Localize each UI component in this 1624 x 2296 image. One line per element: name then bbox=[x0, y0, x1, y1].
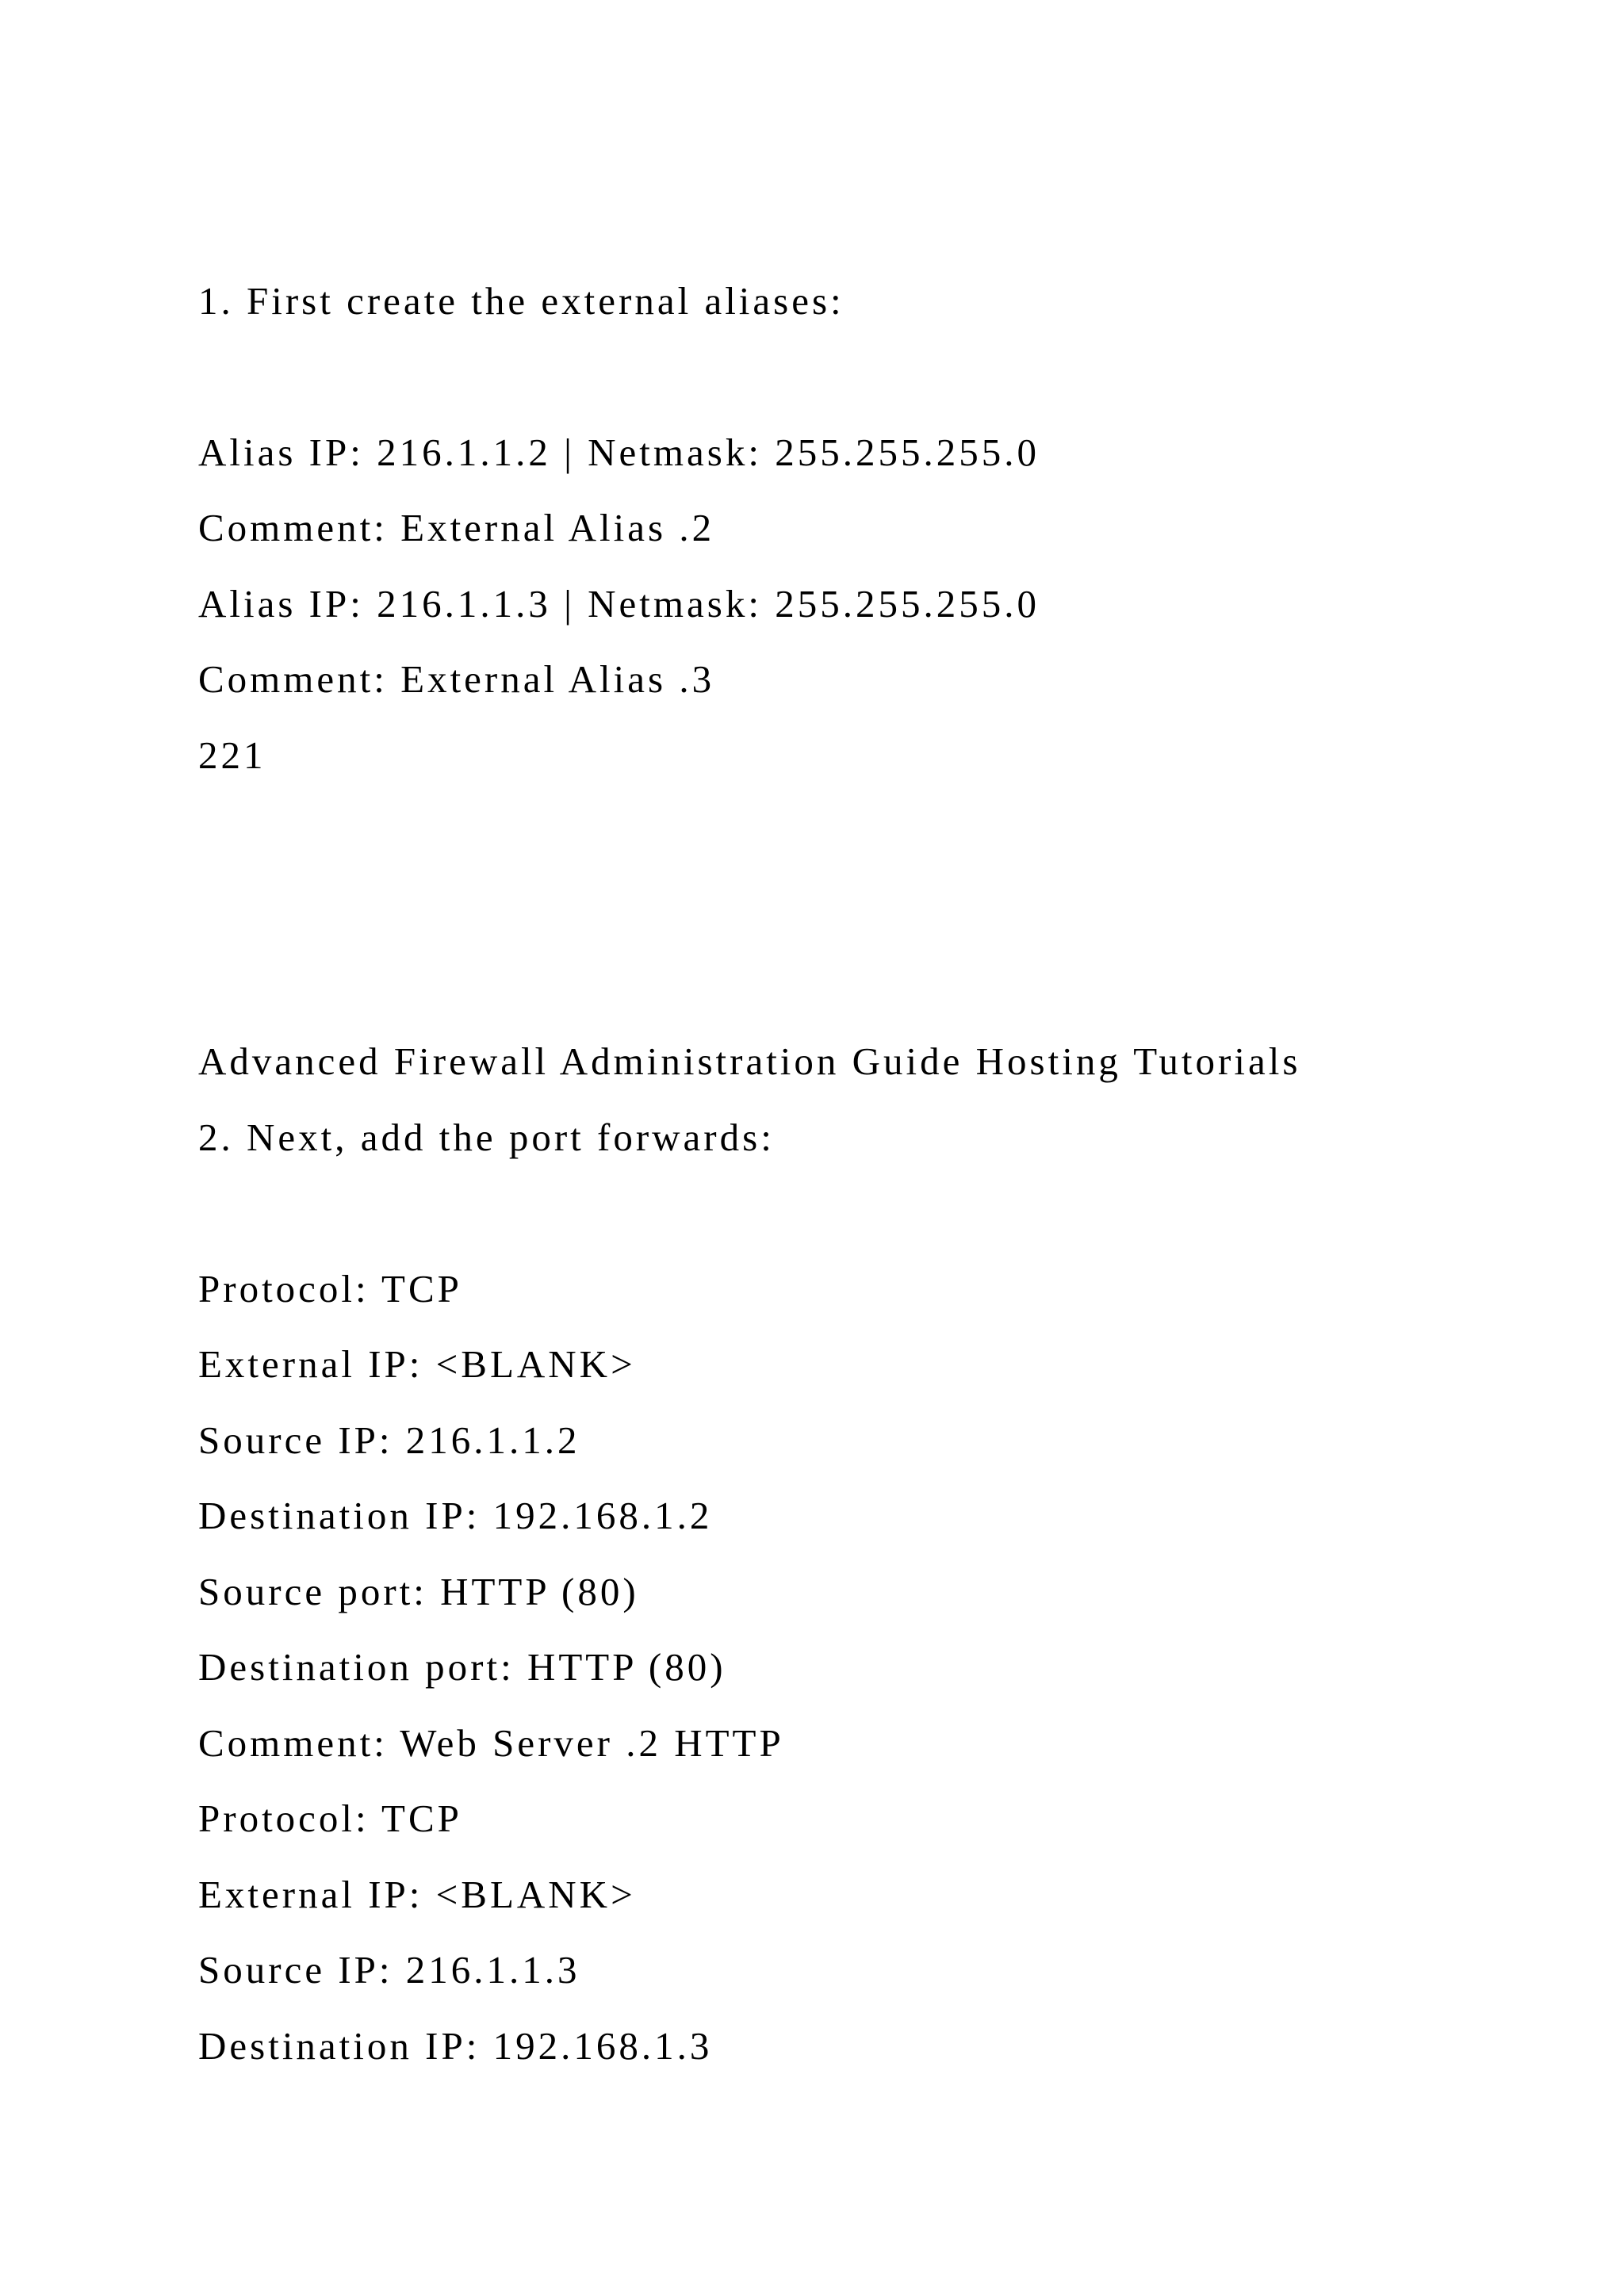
step2-heading: 2. Next, add the port forwards: bbox=[198, 1115, 775, 1159]
forward-1-destination-port: Destination port: HTTP (80) bbox=[198, 1645, 726, 1689]
forward-2-external-ip: External IP: <BLANK> bbox=[198, 1873, 636, 1916]
forward-1-external-ip: External IP: <BLANK> bbox=[198, 1342, 636, 1386]
running-header: Advanced Firewall Administration Guide Hosting Tutorials bbox=[198, 1039, 1301, 1083]
forward-1-source-ip: Source IP: 216.1.1.2 bbox=[198, 1418, 580, 1462]
step1-heading: 1. First create the external aliases: bbox=[198, 279, 845, 323]
forward-1-protocol: Protocol: TCP bbox=[198, 1267, 462, 1311]
forward-2-protocol: Protocol: TCP bbox=[198, 1797, 462, 1840]
alias-2-line: Alias IP: 216.1.1.2 | Netmask: 255.255.255.0 bbox=[198, 430, 1040, 474]
forward-1-source-port: Source port: HTTP (80) bbox=[198, 1570, 639, 1613]
forward-1-comment: Comment: Web Server .2 HTTP bbox=[198, 1721, 784, 1765]
alias-3-line: Alias IP: 216.1.1.3 | Netmask: 255.255.255.0 bbox=[198, 582, 1040, 626]
alias-3-comment: Comment: External Alias .3 bbox=[198, 657, 715, 701]
page-number: 221 bbox=[198, 733, 266, 777]
forward-1-destination-ip: Destination IP: 192.168.1.2 bbox=[198, 1494, 713, 1537]
alias-2-comment: Comment: External Alias .2 bbox=[198, 506, 715, 549]
forward-2-destination-ip: Destination IP: 192.168.1.3 bbox=[198, 2024, 713, 2068]
forward-2-source-ip: Source IP: 216.1.1.3 bbox=[198, 1948, 580, 1992]
